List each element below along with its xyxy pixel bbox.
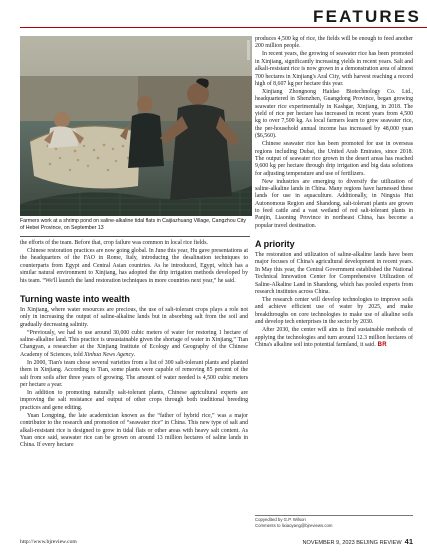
paragraph: New industries are emerging to diversify the utilization of saline-alkaline lands in China. Many regions have harnessed these lands for use in aquaculture. Additionally, in Ningxia Hui Autonomous Region and Shandong, salt-tolerant plants are grown to feed cattle and a vast wetland of red salt-tolerant plants in Panjin, Liaoning Province in northeast China, has become a popular travel destination.	[255, 178, 413, 229]
publication-name: Xinhua News Agency	[84, 351, 134, 358]
credits-divider	[255, 515, 413, 516]
paragraph: Chinese restoration practices are now going global. In June this year, Hu gave presentations at the headquarters of the FAO in Rome, Italy, introducing the desalination techniques to counterparts from Egypt and Central Asian countries. As he introduced, Egypt, which has a similar natural environment to Xinjiang, has adopted the drip irrigation methods developed by his team. “We'll launch the land restoration techniques in more countries next year,” he said.	[20, 248, 248, 284]
paragraph-final: After 2030, the center will aim to find sustainable methods of applying the technologies and turn around 12.3 million hectares of China's alkaline soil into potential farmland, it said. BR	[255, 327, 413, 348]
paragraph: In addition to promoting naturally salt-tolerant plants, Chinese agricultural experts are improving the salt resistance and output of other crops through both traditional breeding practices and gene editing.	[20, 390, 248, 411]
paragraph: Chinese seawater rice has been promoted for use in overseas regions including Dubai, the United Arab Emirates, since 2018. The output of seawater rice grown in the desert areas has reached 9,600 kg per hectare through drip irrigation and big data solutions for adjusting temperature and use of fertilizers.	[255, 141, 413, 177]
photo-caption: Farmers work at a shrimp pond on saline-alkaline tidal flats in Caijiazhuang Village, Cangzhou City of Hebei Province, on September 13	[20, 218, 246, 232]
footer-issue	[302, 538, 413, 547]
paragraph-quote: “Previously, we had to use around 30,000 cubic meters of water for restoring 1 hectare of saline-alkaline land. This practice is unsustainable given the shortage of water in Xinjiang,” Tian Changyan, a researcher at the Xinjiang Institute of Ecology and Geography of the Chinese Academy of Sciences, told Xinhua News Agency.	[20, 329, 248, 358]
right-column	[255, 36, 413, 349]
paragraph: the efforts of the team. Before that, crop failure was common in local rice fields.	[20, 240, 208, 246]
left-column	[20, 240, 248, 450]
credits	[255, 517, 413, 529]
issue-date: NOVEMBER 9, 2023 BEIJING REVIEW	[302, 540, 402, 546]
subheading-turning-waste: Turning waste into wealth	[20, 293, 130, 304]
paragraph: produces 4,500 kg of rice, the fields will be enough to feed another 200 million people.	[255, 36, 413, 50]
paragraph: Xinjiang Zhongnong Haidao Biotechnology Co. Ltd., headquartered in Shenzhen, Guangdong Province, began growing seawater rice experimentally in Kashgar, Xinjiang, in 2018. The yield of rice per hectare has increased in recent years from 4,500 kg to over 7,500 kg. As local farmers learn to grow seawater rice, the per-household annual income has increased by 48,000 yuan ($6,560).	[255, 89, 413, 140]
paragraph: The restoration and utilization of saline-alkaline lands have been major focuses of China's agricultural development in recent years. In May this year, the Central Government established the National Technical Innovation Center for Comprehensive Utilization of Saline-Alkaline Land in Shandong, which has pooled experts from research institutes across China.	[255, 252, 413, 295]
section-title: FEATURES	[313, 7, 421, 26]
feature-photo	[20, 36, 252, 216]
page-number: 41	[404, 537, 413, 546]
header-rule	[20, 27, 427, 28]
footer-url: http://www.bjreview.com	[20, 539, 77, 545]
comments-contact: Comments to lixiaoyang@bjreviews.com	[255, 523, 333, 528]
paragraph: In recent years, the growing of seawater rice has been promoted in Xinjiang, significantly increasing yields in recent years. Salt and alkali-resistant rice is now grown in a demonstration area of almost 700 hectares in Xinjiang's Aral City, with harvest reaching a record high of 8,607 kg per hectare this year.	[255, 51, 413, 87]
paragraph: The research center will develop technologies to improve soils and achieve efficient use of water by 2025, and make breakthroughs on core technologies to make use of alkaline soils and develop tech enterprises in the sector by 2030.	[255, 296, 413, 326]
paragraph: In 2000, Tian's team chose several varieties from a list of 300 salt-tolerant plants and planted them in Xinjiang. According to Tian, some plants were capable of removing 85 percent of the salt from soils after three years of growing. The amount of water needed is 4,500 cubic meters per hectare a year.	[20, 359, 248, 388]
caption-divider	[20, 236, 250, 237]
copyedit-credit: Copyedited by G.P. Wilson	[255, 517, 306, 522]
subheading-a-priority: A priority	[255, 239, 295, 250]
paragraph: In Xinjiang, where water resources are precious, the use of salt-tolerant crops plays a role not only in increasing the output of saline-alkaline lands but in absorbing salt from the soil and gradually decreasing salinity.	[20, 306, 248, 328]
end-mark: BR	[377, 341, 387, 348]
paragraph: Yuan Longping, the late academician known as the “father of hybrid rice,” was a major contributor to the research and promotion of “seawater rice” in China. This new type of salt and alkali-resistant rice is designed to grow in tidal flats or other areas with heavy salt content. As Yuan once said, seawater rice can be grown on around 13 million hectares of saline lands in China. If every hectare	[20, 412, 248, 449]
